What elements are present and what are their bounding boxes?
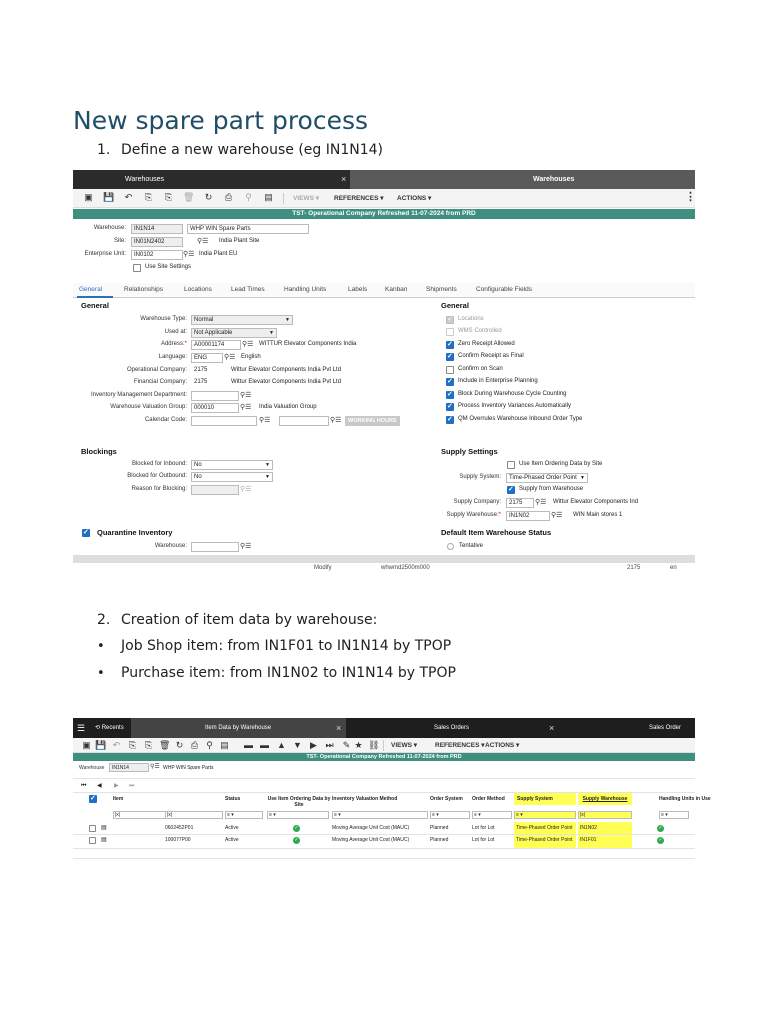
- tab-relationships[interactable]: Relationships: [124, 286, 164, 293]
- row-divider: [73, 848, 695, 849]
- copy-icon[interactable]: ⎘: [128, 740, 137, 750]
- zoom-icon[interactable]: ⚲☰: [242, 341, 254, 348]
- zoom-icon[interactable]: ⚲☰: [240, 543, 252, 550]
- site-field[interactable]: IN01N2402: [131, 237, 183, 247]
- blocked-inbound-label: Blocked for Inbound:: [131, 461, 187, 467]
- table-cell-status: Active: [225, 825, 239, 831]
- chevron-down-icon: ▼: [269, 330, 274, 336]
- warehouse-type-select[interactable]: [191, 315, 293, 325]
- active-tab-bg: [350, 170, 695, 189]
- refresh-icon[interactable]: ↻: [204, 192, 213, 202]
- check-icon: ✓: [294, 825, 299, 831]
- operational-company-description: Wittur Elevator Components India Pvt Ltd: [231, 367, 342, 373]
- default-status-section-title: Default Item Warehouse Status: [441, 528, 552, 537]
- warehouse-label: Warehouse: [79, 765, 105, 771]
- previous-page-icon[interactable]: ◀: [97, 783, 102, 789]
- row-edit-icon[interactable]: ▤: [101, 825, 107, 831]
- enterprise-unit-label: Enterprise Unit:: [84, 251, 126, 257]
- use-item-ordering-checkbox[interactable]: [507, 461, 515, 469]
- attachment-icon[interactable]: ▤: [264, 192, 273, 202]
- column-header-status[interactable]: Status: [225, 796, 241, 802]
- warehouse-type-label: Warehouse Type:: [140, 316, 187, 322]
- site-label: Site:: [113, 238, 126, 244]
- chevron-down-icon: ▼: [265, 474, 270, 480]
- include-planning-label: Include in Enterprise Planning: [458, 378, 538, 384]
- toolbar: [73, 189, 695, 208]
- qm-overrules-label: QM Overrules Warehouse Inbound Order Type: [458, 416, 583, 422]
- chevron-down-icon: ▼: [265, 462, 270, 468]
- folder-open-icon[interactable]: ▬: [260, 740, 269, 750]
- refresh-icon[interactable]: ↻: [175, 740, 184, 750]
- search-icon[interactable]: ⚲: [206, 740, 213, 750]
- row-divider: [73, 834, 695, 835]
- supply-system-filter[interactable]: ≡ ▾: [514, 811, 576, 819]
- warehouse-label: Warehouse:: [93, 225, 126, 231]
- confirm-final-checkbox[interactable]: [446, 353, 454, 361]
- search-icon[interactable]: ⚲: [245, 192, 252, 202]
- tab-locations[interactable]: Locations: [184, 286, 212, 293]
- row-divider: [73, 858, 695, 859]
- session-tab-bar: [73, 170, 695, 189]
- row-edit-icon[interactable]: ▤: [101, 837, 107, 843]
- used-at-select[interactable]: [191, 328, 277, 338]
- tentative-label: Tentative: [459, 543, 484, 549]
- check-icon: ✓: [294, 837, 299, 843]
- order-method-filter[interactable]: ≡ ▾: [472, 811, 512, 819]
- delete-icon[interactable]: 🗑: [183, 192, 195, 202]
- supply-company-field[interactable]: 2175: [506, 498, 534, 508]
- address-description: WITTUR Elevator Components India: [259, 341, 357, 347]
- duplicate-icon[interactable]: ⎘: [164, 192, 173, 202]
- play-icon[interactable]: ▶: [310, 740, 317, 750]
- blockings-section-title: Blockings: [81, 447, 117, 456]
- table-cell-method: Moving Average Unit Cost (MAUC): [332, 837, 410, 843]
- used-at-label: Used at:: [164, 329, 187, 335]
- warehouse-description: WHP WIN Spare Parts: [163, 765, 214, 771]
- process-variances-label: Process Inventory Variances Automatically: [458, 403, 571, 409]
- blocked-inbound-value: No: [194, 462, 202, 468]
- blocked-outbound-select[interactable]: [191, 472, 273, 482]
- supply-system-select[interactable]: [506, 473, 588, 483]
- required-marker: *: [498, 512, 501, 518]
- handling-units-filter[interactable]: ≡ ▾: [659, 811, 689, 819]
- reason-blocking-label: Reason for Blocking:: [131, 486, 187, 492]
- supply-warehouse-label: [433, 512, 501, 518]
- references-menu[interactable]: REFERENCES ▾: [435, 742, 485, 749]
- general-right-section-title: General: [441, 301, 469, 310]
- required-marker: *: [184, 341, 187, 347]
- locations-label: Locations: [458, 316, 484, 322]
- qm-overrules-checkbox[interactable]: [446, 416, 454, 424]
- row-checkbox[interactable]: [89, 837, 96, 844]
- delete-icon[interactable]: 🗑: [159, 740, 171, 750]
- actions-menu[interactable]: ACTIONS ▾: [485, 742, 520, 749]
- select-all-checkbox[interactable]: [89, 795, 97, 803]
- undo-icon[interactable]: ↶: [112, 740, 121, 750]
- status-session: whwmd2500m000: [381, 565, 430, 571]
- column-header-use-item-ordering[interactable]: Use Item Ordering Data by Site: [267, 796, 331, 808]
- table-cell-order-system: Planned: [430, 825, 449, 831]
- supply-company-description: Wittur Elevator Components Ind: [553, 499, 639, 505]
- toolbar-divider: [283, 193, 284, 204]
- menu-icon[interactable]: ☰: [77, 723, 86, 733]
- tab-labels[interactable]: Labels: [348, 286, 368, 293]
- bullet-marker: •: [97, 639, 105, 654]
- tab-shipments[interactable]: Shipments: [426, 286, 457, 293]
- valuation-filter[interactable]: ≡ ▾: [332, 811, 428, 819]
- blocked-outbound-label: Blocked for Outbound:: [127, 473, 187, 479]
- column-header-item[interactable]: Item: [113, 796, 124, 802]
- step-1: [97, 142, 383, 158]
- tab-sales-orders[interactable]: Sales Orders: [434, 725, 470, 731]
- warehouse-field[interactable]: IN1N14: [131, 224, 183, 234]
- item-filter-input[interactable]: |x|: [165, 811, 223, 819]
- status-company: 2175: [627, 565, 641, 571]
- table-cell-status: Active: [225, 837, 239, 843]
- step-number: 1.: [97, 142, 111, 158]
- print-icon[interactable]: ⎙: [224, 192, 233, 202]
- language-field[interactable]: ENG: [191, 353, 223, 363]
- duplicate-icon[interactable]: ⎘: [144, 740, 153, 750]
- divider: [73, 778, 695, 779]
- save-icon[interactable]: 💾: [103, 192, 115, 202]
- tab-warehouses[interactable]: Warehouses: [125, 176, 165, 183]
- page-title: New spare part process: [73, 106, 369, 135]
- check-icon: ✓: [658, 837, 663, 843]
- supply-warehouse-filter[interactable]: |x|: [578, 811, 632, 819]
- operational-company-label: Operational Company:: [126, 367, 187, 373]
- zero-receipt-checkbox[interactable]: [446, 341, 454, 349]
- bullet-text: Job Shop item: from IN1F01 to IN1N14 by TPOP: [121, 638, 452, 654]
- table-cell-supply-warehouse: IN1F01: [580, 837, 597, 843]
- wms-controlled-label: WMS Controlled: [458, 328, 502, 334]
- check-icon: ✓: [658, 825, 663, 831]
- blocked-outbound-value: No: [194, 474, 202, 480]
- financial-company-label: Financial Company:: [133, 379, 187, 385]
- calendar-code-field[interactable]: [191, 416, 257, 426]
- table-cell-item: 100077P00: [165, 837, 191, 843]
- used-at-value: Not Applicable: [194, 330, 233, 336]
- bullet-2: [97, 665, 456, 681]
- first-page-icon[interactable]: ⏮: [81, 783, 87, 789]
- tab-general[interactable]: General: [79, 286, 103, 293]
- new-record-icon[interactable]: ▣: [82, 740, 91, 750]
- valuation-group-field[interactable]: 000010: [191, 403, 239, 413]
- address-label: [73, 341, 187, 347]
- financial-company-description: Wittur Elevator Components India Pvt Ltd: [231, 379, 342, 385]
- supply-from-warehouse-checkbox[interactable]: [507, 486, 515, 494]
- financial-company-value: 2175: [194, 379, 208, 385]
- ordering-filter[interactable]: ≡ ▾: [267, 811, 329, 819]
- valuation-group-label: Warehouse Valuation Group:: [110, 404, 187, 410]
- status-bar: [73, 563, 695, 576]
- item-data-screenshot: [73, 718, 711, 863]
- status-language: en: [670, 565, 677, 571]
- environment-banner: TST- Operational Company Refreshed 11-07-2024 from PRD: [73, 209, 695, 219]
- table-cell-supply-system: Time-Phased Order Point: [516, 837, 573, 843]
- item-filter[interactable]: |x|: [113, 811, 223, 819]
- warehouse-type-value: Normal: [194, 317, 214, 323]
- calendar-availability-field[interactable]: [279, 416, 329, 426]
- tab-sales-order[interactable]: Sales Order: [649, 725, 682, 731]
- supply-company-label: Supply Company:: [453, 499, 501, 505]
- tab-kanban[interactable]: Kanban: [385, 286, 408, 293]
- use-site-settings-label: Use Site Settings: [145, 264, 192, 270]
- column-header-order-system[interactable]: Order System: [430, 796, 463, 802]
- edit-icon[interactable]: ✎: [342, 740, 351, 750]
- quarantine-warehouse-field[interactable]: [191, 542, 239, 552]
- wms-controlled-checkbox[interactable]: [446, 328, 454, 336]
- working-hours-button[interactable]: WORKING HOURS: [345, 416, 400, 426]
- step-text: Creation of item data by warehouse:: [121, 612, 378, 628]
- column-header-valuation-method[interactable]: Inventory Valuation Method: [332, 796, 398, 802]
- table-cell-method: Moving Average Unit Cost (MAUC): [332, 825, 410, 831]
- supply-from-warehouse-label: Supply from Warehouse: [519, 486, 584, 492]
- zoom-icon[interactable]: ⚲☰: [330, 417, 342, 424]
- zoom-icon[interactable]: ⚲☰: [535, 499, 547, 506]
- confirm-scan-checkbox[interactable]: [446, 366, 454, 374]
- warehouse-field[interactable]: IN1N14: [109, 763, 149, 772]
- attachment-icon[interactable]: ▤: [220, 740, 229, 750]
- tab-configurable-fields[interactable]: Configurable Fields: [476, 286, 533, 293]
- references-menu[interactable]: REFERENCES ▾: [334, 195, 384, 202]
- supply-warehouse-label-text: Supply Warehouse:: [446, 512, 499, 518]
- link-icon[interactable]: ⛓: [368, 740, 380, 750]
- new-record-icon[interactable]: ▣: [84, 192, 93, 202]
- use-item-ordering-label: Use Item Ordering Data by Site: [519, 461, 603, 467]
- tab-warehouses-active[interactable]: Warehouses: [533, 176, 575, 183]
- use-site-settings-checkbox[interactable]: [133, 264, 141, 272]
- language-description: English: [241, 354, 261, 360]
- column-header-handling-units[interactable]: Handling Units in Use: [659, 796, 711, 802]
- zoom-icon[interactable]: ⚲☰: [240, 486, 252, 493]
- undo-icon[interactable]: ↶: [124, 192, 133, 202]
- row-checkbox[interactable]: [89, 825, 96, 832]
- supply-warehouse-description: WIN Main stores 1: [573, 512, 623, 518]
- bullet-text: Purchase item: from IN1N02 to IN1N14 by TPOP: [121, 665, 456, 681]
- table-cell-order-method: Lot for Lot: [472, 837, 495, 843]
- subtab-bar: [73, 283, 695, 298]
- supply-warehouse-header-text: Supply Warehouse: [582, 796, 628, 802]
- column-header-supply-warehouse[interactable]: [578, 793, 632, 805]
- zoom-icon[interactable]: ⚲☰: [150, 764, 160, 770]
- status-filter[interactable]: ≡ ▾: [225, 811, 263, 819]
- reason-blocking-field[interactable]: [191, 485, 239, 495]
- tab-handling-units[interactable]: Handling Units: [284, 286, 327, 293]
- table-cell-supply-system: Time-Phased Order Point: [516, 825, 573, 831]
- enterprise-unit-field[interactable]: IN0102: [131, 250, 183, 260]
- table-cell-order-method: Lot for Lot: [472, 825, 495, 831]
- zoom-icon[interactable]: ⚲☰: [240, 392, 252, 399]
- tentative-radio[interactable]: [447, 543, 454, 550]
- active-tab-indicator: [77, 296, 113, 298]
- inventory-management-label: Inventory Management Department:: [90, 392, 187, 398]
- zoom-icon[interactable]: ⚲☰: [224, 354, 236, 361]
- chevron-down-icon: ▼: [580, 475, 585, 481]
- chevron-down-icon: ▼: [285, 317, 290, 323]
- confirm-final-label: Confirm Receipt as Final: [458, 353, 524, 359]
- favorite-icon[interactable]: ★: [354, 740, 363, 750]
- include-planning-checkbox[interactable]: [446, 378, 454, 386]
- language-label: Language:: [158, 354, 187, 360]
- actions-menu[interactable]: ACTIONS ▾: [397, 195, 432, 202]
- table-cell-item: 0602452P01: [165, 825, 194, 831]
- block-cycle-label: Block During Warehouse Cycle Counting: [458, 391, 567, 397]
- supply-system-label: Supply System:: [459, 474, 501, 480]
- address-field[interactable]: A00001174: [191, 340, 241, 350]
- views-menu[interactable]: VIEWS ▾: [391, 742, 418, 749]
- step-2: [97, 612, 377, 628]
- inventory-management-field[interactable]: [191, 391, 239, 401]
- site-description: India Plant Site: [219, 238, 260, 244]
- block-cycle-checkbox[interactable]: [446, 391, 454, 399]
- tab-item-data[interactable]: Item Data by Warehouse: [205, 725, 272, 731]
- column-header-supply-system[interactable]: Supply System: [514, 793, 576, 805]
- quarantine-inventory-title: Quarantine Inventory: [97, 528, 173, 537]
- locations-checkbox[interactable]: [446, 316, 454, 324]
- close-icon[interactable]: ×: [336, 723, 342, 733]
- bullet-marker: •: [97, 666, 105, 681]
- session-tab-bar: [73, 718, 695, 738]
- calendar-code-label: Calendar Code:: [144, 417, 187, 423]
- next-page-icon[interactable]: ▶: [114, 783, 119, 789]
- recents-label: Recents: [101, 725, 124, 731]
- toolbar-divider: [383, 740, 384, 751]
- supply-warehouse-field[interactable]: IN1N02: [506, 511, 550, 521]
- process-variances-checkbox[interactable]: [446, 403, 454, 411]
- status-mode: Modify: [314, 565, 332, 571]
- order-system-filter[interactable]: ≡ ▾: [430, 811, 470, 819]
- more-icon[interactable]: ⋮: [685, 191, 696, 203]
- valuation-group-description: India Valuation Group: [259, 404, 317, 410]
- warehouses-screenshot: [73, 170, 695, 576]
- supply-settings-section-title: Supply Settings: [441, 447, 498, 456]
- move-down-icon[interactable]: ▼: [293, 740, 302, 750]
- zoom-icon[interactable]: ⚲☰: [259, 417, 271, 424]
- step-number: 2.: [97, 612, 111, 628]
- table-cell-order-system: Planned: [430, 837, 449, 843]
- bullet-1: [97, 638, 451, 654]
- column-header-order-method[interactable]: Order Method: [472, 796, 505, 802]
- blocked-inbound-select[interactable]: [191, 460, 273, 470]
- general-section-title: General: [81, 301, 109, 310]
- next-icon[interactable]: ⏭: [325, 740, 334, 750]
- warehouse-description-field[interactable]: WHP WIN Spare Parts: [187, 224, 309, 234]
- zoom-icon[interactable]: ⚲☰: [240, 404, 252, 411]
- quarantine-warehouse-label: Warehouse:: [154, 543, 187, 549]
- views-menu[interactable]: VIEWS ▾: [293, 195, 320, 202]
- zoom-icon[interactable]: ⚲☰: [183, 251, 195, 258]
- recents-icon: ⟲: [95, 725, 102, 731]
- recents-button[interactable]: [95, 718, 124, 738]
- zoom-icon[interactable]: ⚲☰: [551, 512, 563, 519]
- environment-banner: TST- Operational Company Refreshed 11-07-2024 from PRD: [73, 753, 695, 761]
- enterprise-unit-description: India Plant EU: [199, 251, 238, 257]
- copy-icon[interactable]: ⎘: [144, 192, 153, 202]
- last-page-icon[interactable]: ⏭: [129, 783, 135, 789]
- folder-icon[interactable]: ▬: [244, 740, 253, 750]
- step-text: Define a new warehouse (eg IN1N14): [121, 142, 383, 158]
- toolbar: [73, 738, 695, 753]
- horizontal-scrollbar[interactable]: [73, 555, 695, 563]
- confirm-scan-label: Confirm on Scan: [458, 366, 503, 372]
- print-icon[interactable]: ⎙: [190, 740, 199, 750]
- move-up-icon[interactable]: ▲: [277, 740, 286, 750]
- save-icon[interactable]: 💾: [95, 740, 107, 750]
- supply-system-value: Time-Phased Order Point: [509, 475, 577, 481]
- zero-receipt-label: Zero Receipt Allowed: [458, 341, 515, 347]
- operational-company-value: 2175: [194, 367, 208, 373]
- table-cell-supply-warehouse: IN1N02: [580, 825, 597, 831]
- quarantine-inventory-checkbox[interactable]: [82, 529, 90, 537]
- close-icon[interactable]: ×: [549, 723, 555, 733]
- address-label-text: Address:: [160, 341, 185, 347]
- zoom-icon[interactable]: ⚲☰: [197, 238, 209, 245]
- close-icon[interactable]: ×: [341, 174, 347, 184]
- tab-lead-times[interactable]: Lead Times: [231, 286, 265, 293]
